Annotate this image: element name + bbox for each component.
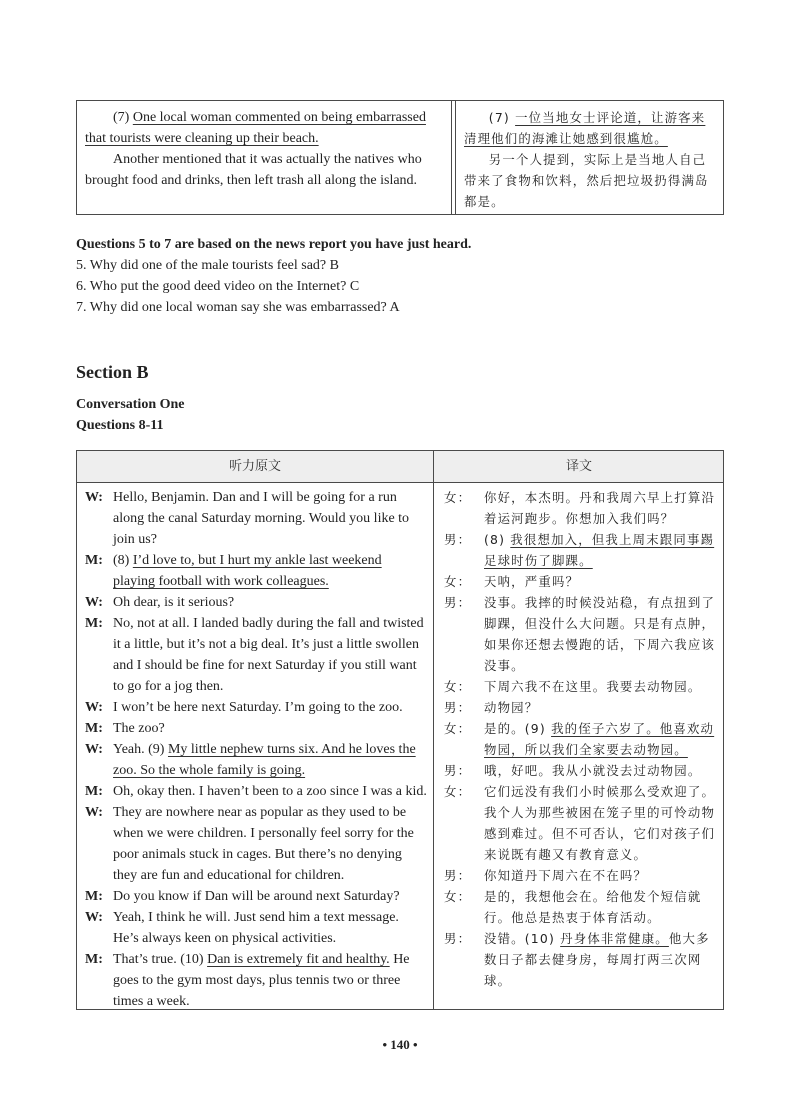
zh-dialog-line [444, 781, 718, 865]
dialog-text: They are nowhere near as popular as they used to be when we were children. I personally feel sorry for the poor animals stuck in cages. But there’s no denying they are fun and educational for children. [113, 805, 414, 883]
en-dialog-line [85, 550, 427, 592]
dialog-text: Do you know if Dan will be around next Saturday? [113, 889, 400, 904]
dialog-text: Yeah, I think he will. Just send him a text message. He’s always keen on physical activities. [113, 910, 399, 946]
speaker-label: 女： [444, 679, 472, 694]
speaker-label: 女： [444, 889, 472, 904]
dialog-text: Oh, okay then. I haven’t been to a zoo since I was a kid. [113, 784, 427, 799]
speaker-label: W: [85, 742, 103, 757]
dialog-text: The zoo? [113, 721, 165, 736]
speaker-label: W: [85, 910, 103, 925]
transcript-english-column [77, 487, 433, 1009]
transcript-table [76, 450, 724, 1010]
speaker-label: 男： [444, 532, 472, 547]
speaker-label: M: [85, 553, 103, 568]
dialog-text: (8) [484, 532, 511, 547]
speaker-label: W: [85, 595, 103, 610]
top-table-english-cell [77, 101, 451, 214]
zh-dialog-line [444, 697, 718, 718]
zh-dialog-line [444, 886, 718, 928]
questions-heading: Questions 5 to 7 are based on the news report you have just heard. [76, 237, 472, 252]
dialog-text: 它们远没有我们小时候那么受欢迎了。我个人为那些被困在笼子里的可怜动物感到难过。但不可否认，它们对孩子们来说既有趣又有教育意义。 [484, 784, 716, 862]
speaker-label: 女： [444, 574, 472, 589]
dialog-text: 天呐，严重吗？ [484, 574, 580, 589]
dialog-text: Oh dear, is it serious? [113, 595, 235, 610]
dialog-text: No, not at all. I landed badly during the fall and twisted it a little, but it’s not a big deal. It’s just a little swollen and I should be fine for next Saturday if you still want to go for a jog then. [113, 616, 424, 694]
en-dialog-line [85, 487, 427, 550]
header-transcript: 听力原文 [228, 459, 281, 474]
dialog-text: Hello, Benjamin. Dan and I will be going for a run along the canal Saturday morning. Would you like to join us? [113, 490, 410, 547]
speaker-label: 女： [444, 721, 472, 736]
speaker-label: 男： [444, 595, 472, 610]
top-table-chinese-cell [456, 101, 723, 214]
zh-dialog-line [444, 676, 718, 697]
speaker-label: 男： [444, 931, 472, 946]
question-item: 6. Who put the good deed video on the Internet? C [76, 279, 360, 294]
en-dialog-line [85, 949, 427, 1012]
en-dialog-line [85, 802, 427, 886]
header-translation: 译文 [565, 459, 592, 474]
dialog-text: (8) [113, 553, 133, 568]
section-b-title: Section B [76, 362, 149, 382]
top-en-underlined-answer: One local woman commented on being embarrassed that tourists were cleaning up their beach. [85, 110, 426, 146]
top-zh-underlined-answer: 一位当地女士评论道，让游客来清理他们的海滩让她感到很尴尬。 [464, 110, 706, 146]
question-item: 5. Why did one of the male tourists feel sad? B [76, 258, 339, 273]
dialog-text: 你好，本杰明。丹和我周六早上打算沿着运河跑步。你想加入我们吗？ [484, 490, 716, 526]
zh-dialog-line [444, 928, 718, 991]
top-en-paragraph-1: (7) One local woman commented on being embarrassed that tourists were cleaning up their beach. [85, 110, 426, 146]
page-number: • 140 • [382, 1037, 418, 1052]
en-dialog-line [85, 907, 427, 949]
dialog-text: I won’t be here next Saturday. I’m going to the zoo. [113, 700, 403, 715]
underlined-answer: 丹身体非常健康。 [560, 931, 669, 946]
zh-dialog-line [444, 487, 718, 529]
transcript-chinese-column [434, 487, 724, 1009]
speaker-label: 女： [444, 784, 472, 799]
dialog-text: 他大多数日子都去健身房，每周打两三次网球。 [484, 931, 710, 988]
underlined-answer: 我很想加入，但我上周末跟同事踢足球时伤了脚踝。 [484, 532, 715, 568]
speaker-label: W: [85, 805, 103, 820]
zh-dialog-line [444, 571, 718, 592]
speaker-label: M: [85, 952, 103, 967]
dialog-text: 是的。(9) [484, 721, 552, 736]
top-zh-paragraph-1: (7) 一位当地女士评论道，让游客来清理他们的海滩让她感到很尴尬。 [464, 110, 706, 146]
speaker-label: M: [85, 616, 103, 631]
dialog-text: 是的，我想他会在。给他发个短信就行。他总是热衷于体育活动。 [484, 889, 702, 925]
top-zh-paragraph-2: 另一个人提到，实际上是当地人自己带来了食物和饮料，然后把垃圾扔得满岛都是。 [464, 152, 709, 209]
en-dialog-line [85, 781, 427, 802]
top-en-paragraph-2: Another mentioned that it was actually the natives who brought food and drinks, then left trash all along the island. [85, 152, 422, 188]
speaker-label: W: [85, 490, 103, 505]
dialog-text: 下周六我不在这里。我要去动物园。 [484, 679, 702, 694]
zh-dialog-line [444, 718, 718, 760]
questions-range: Questions 8-11 [76, 418, 164, 433]
zh-dialog-line [444, 865, 718, 886]
speaker-label: 女： [444, 490, 472, 505]
dialog-text: 哦，好吧。我从小就没去过动物园。 [484, 763, 702, 778]
questions-block [76, 234, 736, 318]
question-item: 7. Why did one local woman say she was embarrassed? A [76, 300, 400, 315]
en-dialog-line [85, 697, 427, 718]
dialog-text: Yeah. (9) [113, 742, 168, 757]
speaker-label: M: [85, 721, 103, 736]
speaker-label: 男： [444, 700, 472, 715]
table-header-row [77, 451, 723, 483]
speaker-label: M: [85, 784, 103, 799]
dialog-text: 你知道丹下周六在不在吗？ [484, 868, 648, 883]
speaker-label: W: [85, 700, 103, 715]
dialog-text: 没错。(10) [484, 931, 561, 946]
en-dialog-line [85, 592, 427, 613]
underlined-answer: I’d love to, but I hurt my ankle last weekend playing football with work colleagues. [113, 553, 382, 589]
en-dialog-line [85, 886, 427, 907]
en-dialog-line [85, 613, 427, 697]
conversation-title: Conversation One [76, 397, 185, 412]
speaker-label: 男： [444, 763, 472, 778]
en-dialog-line [85, 739, 427, 781]
speaker-label: M: [85, 889, 103, 904]
speaker-label: 男： [444, 868, 472, 883]
zh-dialog-line [444, 592, 718, 676]
zh-dialog-line [444, 760, 718, 781]
underlined-answer: Dan is extremely fit and healthy. [207, 952, 390, 967]
dialog-text: That’s true. (10) [113, 952, 208, 967]
top-translation-table [76, 100, 724, 215]
underlined-answer: My little nephew turns six. And he loves the zoo. So the whole family is going. [113, 742, 416, 778]
dialog-text: 动物园？ [484, 700, 539, 715]
en-dialog-line [85, 718, 427, 739]
dialog-text: 没事。我摔的时候没站稳，有点扭到了脚踝，但没什么大问题。只是有点肿，如果你还想去慢跑的话，下周六我应该没事。 [484, 595, 716, 673]
zh-dialog-line [444, 529, 718, 571]
underlined-answer: 我的侄子六岁了。他喜欢动物园，所以我们全家要去动物园。 [484, 721, 715, 757]
dialog-text: He goes to the gym most days, plus tennis two or three times a week. [113, 952, 410, 1009]
